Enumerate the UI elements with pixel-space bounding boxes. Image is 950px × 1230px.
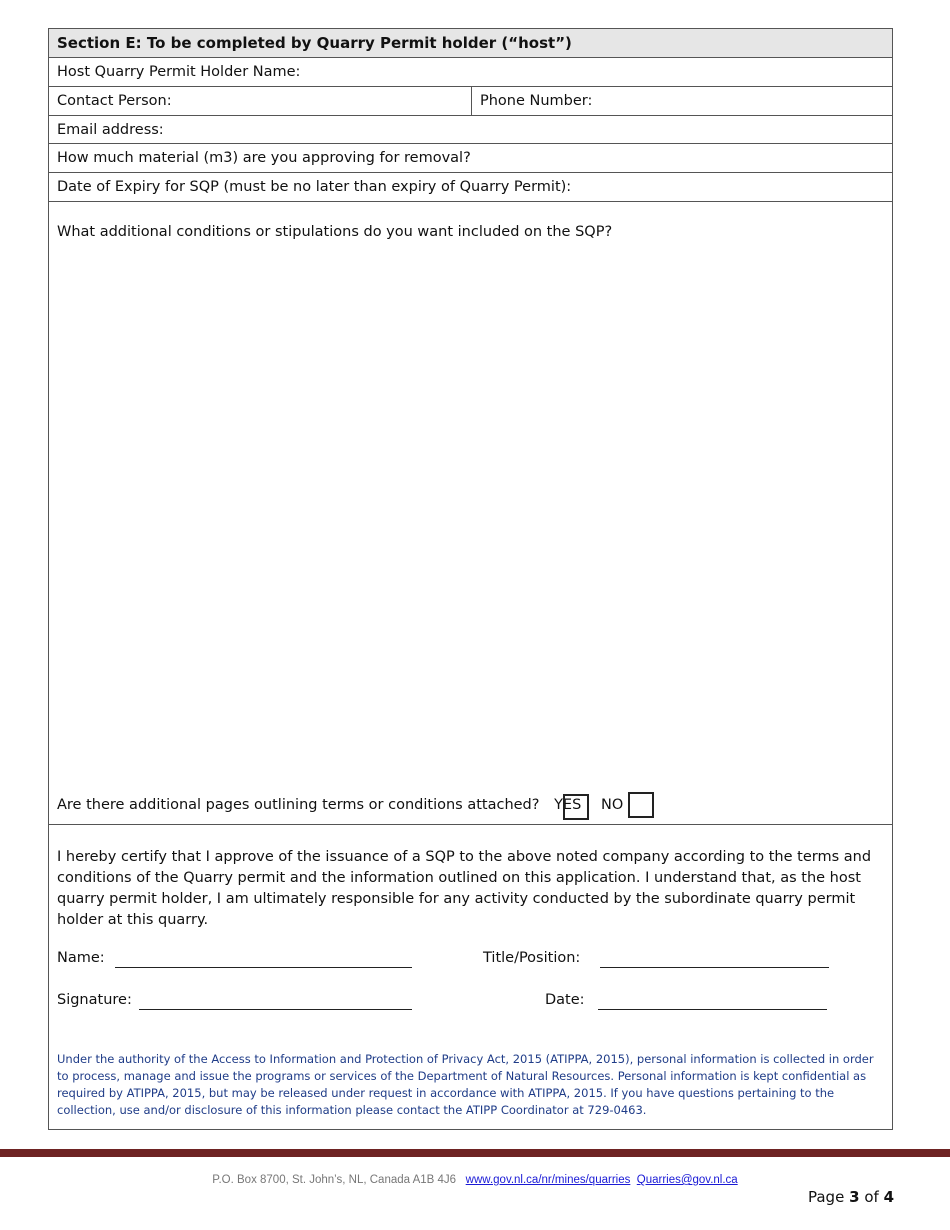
conditions-label: What additional conditions or stipulations do you want included on the SQP? — [57, 224, 613, 240]
host-name-label: Host Quarry Permit Holder Name: — [57, 64, 301, 80]
material-field[interactable] — [49, 144, 892, 173]
yes-checkbox[interactable] — [563, 794, 589, 820]
name-input-line[interactable] — [115, 967, 412, 968]
no-label: NO — [601, 797, 624, 813]
conditions-field[interactable] — [49, 202, 892, 825]
page-of: of — [864, 1188, 879, 1206]
attachments-question: Are there additional pages outlining terms or conditions attached? — [57, 797, 540, 813]
contact-person-field[interactable]: Contact Person: — [57, 93, 172, 109]
phone-number-field[interactable]: Phone Number: — [480, 93, 593, 109]
page-current: 3 — [849, 1188, 860, 1206]
section-header — [49, 29, 892, 58]
signature-input-line[interactable] — [139, 1009, 412, 1010]
certification-section — [49, 825, 892, 1129]
contact-row — [49, 87, 892, 116]
no-checkbox[interactable] — [628, 792, 654, 818]
email-label: Email address: — [57, 122, 164, 138]
title-position-input-line[interactable] — [600, 967, 829, 968]
yes-label: YES — [554, 797, 582, 813]
signature-label: Signature: — [57, 992, 132, 1008]
material-label: How much material (m3) are you approving for removal? — [57, 150, 471, 166]
privacy-notice: Under the authority of the Access to Information and Protection of Privacy Act, 2015 (ATIPPA, 2015), personal information is collected in order to process, manage and issue the programs or services of the Department of Natural Resources. Personal information is kept confidential as required by ATIPPA, 2015, but may be released under request in accordance with ATIPPA, 2015. If you have questions pertaining to the collection, use and/or disclosure of this information please contact the ATIPP Coordinator at 729-0463. — [57, 1052, 874, 1117]
date-label: Date: — [545, 992, 585, 1008]
page-total: 4 — [883, 1188, 894, 1206]
page-number — [808, 1188, 894, 1206]
certification-statement: I hereby certify that I approve of the issuance of a SQP to the above noted company according to the terms and conditions of the Quarry permit and the information outlined on this application. I understand that, as the host quarry permit holder, I am ultimately responsible for any activity conducted by the subordinate quarry permit holder at this quarry. — [57, 849, 872, 928]
name-label: Name: — [57, 950, 105, 966]
page-prefix: Page — [807, 1188, 845, 1206]
section-title: Section E: To be completed by Quarry Permit holder (“host”) — [57, 34, 572, 52]
date-input-line[interactable] — [598, 1009, 827, 1010]
footer-address: P.O. Box 8700, St. John’s, NL, Canada A1B 4J6 — [212, 1174, 457, 1186]
attachments-question-row — [57, 797, 581, 813]
title-position-label: Title/Position: — [483, 950, 581, 966]
column-divider — [471, 87, 472, 115]
footer-email-link[interactable]: Quarries@gov.nl.ca — [636, 1174, 738, 1186]
email-field[interactable] — [49, 116, 892, 144]
host-name-field[interactable] — [49, 58, 892, 87]
footer-bar — [0, 1149, 950, 1157]
footer-website-link[interactable]: www.gov.nl.ca/nr/mines/quarries — [465, 1174, 631, 1186]
section-e-form — [48, 28, 893, 1130]
footer-contact — [0, 1174, 950, 1186]
expiry-label: Date of Expiry for SQP (must be no later than expiry of Quarry Permit): — [57, 179, 572, 195]
expiry-date-field[interactable] — [49, 173, 892, 202]
